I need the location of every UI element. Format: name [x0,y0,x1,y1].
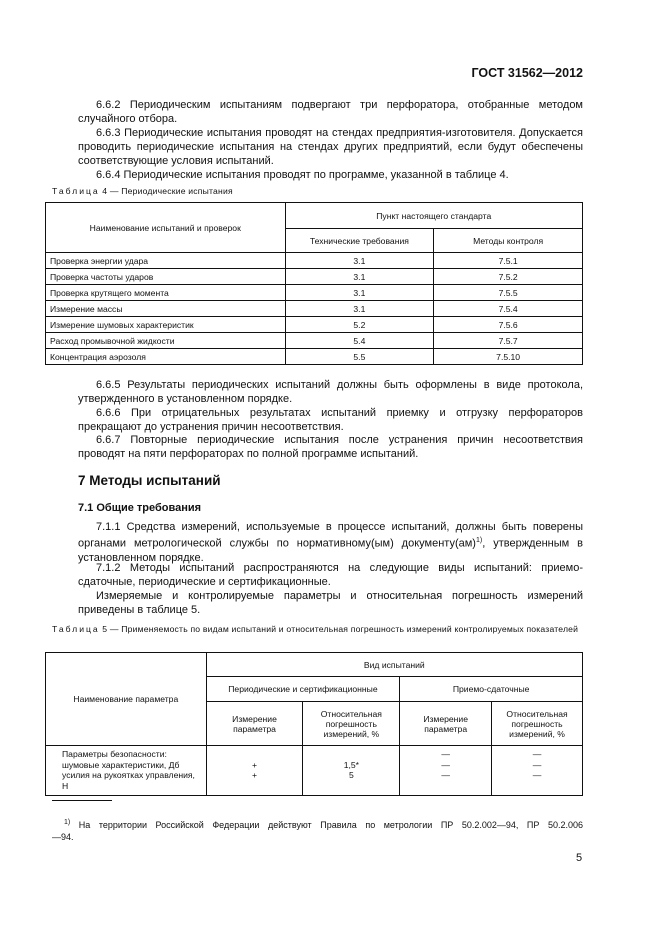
method-clause: 7.5.1 [434,253,583,269]
table-row [46,333,583,349]
table5-header-measure-a: Измерение параметра [206,702,303,746]
paragraph-7-1-1-text: 7.1.1 Средства измерений, используемые в процессе испытаний, должны быть поверены органами метрологической службы по нормативному(ым) документу(ам) [78,521,583,550]
test-name: Проверка частоты ударов [46,269,286,285]
parameter-noise: шумовые характеристики, Дб [62,759,180,770]
test-name: Измерение массы [46,301,286,317]
req-clause: 3.1 [285,285,434,301]
error-acceptance-group: — [532,749,542,759]
footnote [52,817,583,843]
paragraph-7-1-3: Измеряемые и контролируемые параметры и относительная погрешность измерений приведены в таблице 5. [78,590,583,617]
table4-caption [52,186,592,197]
document-id: ГОСТ 31562—2012 [471,66,583,80]
paragraph-7-1-1 [78,520,583,565]
table-row [46,746,583,796]
method-clause: 7.5.7 [434,333,583,349]
table-row [46,301,583,317]
table5-header-measure-b: Измерение параметра [400,702,492,746]
table4-header-group: Пункт настоящего стандарта [285,203,582,229]
method-clause: 7.5.4 [434,301,583,317]
paragraph-7-1-2: 7.1.2 Методы испытаний распространяются на следующие виды испытаний: приемо-сдаточные, периодические и сертификационные. [78,562,583,589]
method-clause: 7.5.5 [434,285,583,301]
table5-header-error-a: Относительная погрешность измерений, % [303,702,400,746]
footnote-text: На территории Российской Федерации действуют Правила по метрологии ПР 50.2.002—94, ПР 50.2.006—94. [52,820,583,842]
req-clause: 5.4 [285,333,434,349]
section-7-heading: 7 Методы испытаний [78,473,221,488]
measure-periodic-noise: + [252,759,258,770]
table-4 [45,202,583,365]
req-clause: 3.1 [285,253,434,269]
table-row [46,285,583,301]
parameter-group: Параметры безопасности: [62,749,167,759]
table5-header-acceptance: Приемо-сдаточные [400,677,583,702]
footnote-mark: 1) [64,819,71,826]
table5-caption [52,624,592,635]
footnote-ref: 1) [475,537,483,545]
req-clause: 5.5 [285,349,434,365]
section-7-1-heading: 7.1 Общие требования [78,502,202,514]
table-row [46,253,583,269]
measure-acceptance-noise: — [441,759,450,770]
method-clause: 7.5.2 [434,269,583,285]
measure-acceptance-force: — [441,770,450,780]
parameter-name [46,746,207,796]
table5-caption-text: 5 — Применяемость по видам испытаний и относительная погрешность измерений контролируемых показателей [102,624,579,634]
method-clause: 7.5.6 [434,317,583,333]
req-clause: 3.1 [285,301,434,317]
footnote-divider [52,800,112,801]
table5-header-periodic: Периодические и сертификационные [206,677,400,702]
paragraph-6-6-3: 6.6.3 Периодические испытания проводят на стендах предприятия-изготовителя. Допускается проводить периодические испытания на стендах других предприятий, если будут обеспечены соответствующие условия испытаний. [78,127,583,168]
table-row [46,317,583,333]
measure-acceptance [400,746,492,796]
error-acceptance-noise: — [532,759,542,770]
paragraph-6-6-7: 6.6.7 Повторные периодические испытания после устранения причин несоответствия проводят на пяти перфораторах по полной программе испытаний. [78,434,583,461]
table-5 [45,652,583,796]
measure-acceptance-group: — [441,749,450,759]
method-clause: 7.5.10 [434,349,583,365]
page-number: 5 [576,852,583,864]
paragraph-7-1-1-tail: , утвержденным в установленном порядке. [78,537,583,565]
paragraph-6-6-2: 6.6.2 Периодическим испытаниям подвергают три перфоратора, отобранные методом случайного отбора. [78,99,583,126]
test-name: Проверка энергии удара [46,253,286,269]
table4-header-name: Наименование испытаний и проверок [46,203,286,253]
measure-periodic [206,746,303,796]
test-name: Расход промывочной жидкости [46,333,286,349]
test-name: Измерение шумовых характеристик [46,317,286,333]
table4-header-meth: Методы контроля [434,229,583,253]
table-row [46,349,583,365]
error-periodic [303,746,400,796]
paragraph-6-6-5: 6.6.5 Результаты периодических испытаний должны быть оформлены в виде протокола, утвержденного в установленном порядке. [78,379,583,406]
paragraph-6-6-4: 6.6.4 Периодические испытания проводят по программе, указанной в таблице 4. [96,169,509,181]
table5-caption-word: Таблица [52,624,100,634]
table5-header-name: Наименование параметра [46,653,207,746]
error-periodic-noise: 1,5* [343,759,359,770]
parameter-force: усилия на рукоятках управления, Н [62,770,195,791]
table5-header-error-b: Относительная погрешность измерений, % [492,702,583,746]
measure-periodic-force: + [252,770,258,780]
table4-caption-word: Таблица [52,186,100,196]
req-clause: 5.2 [285,317,434,333]
error-acceptance-force: — [532,770,542,780]
error-periodic-force: 5 [348,770,354,780]
req-clause: 3.1 [285,269,434,285]
table4-header-req: Технические требования [285,229,434,253]
test-name: Проверка крутящего момента [46,285,286,301]
paragraph-6-6-6: 6.6.6 При отрицательных результатах испытаний приемку и отгрузку перфораторов прекращают до устранения причин несоответствия. [78,407,583,434]
table4-caption-text: 4 — Периодические испытания [102,186,233,196]
table-row [46,269,583,285]
test-name: Концентрация аэрозоля [46,349,286,365]
error-acceptance [492,746,583,796]
table5-header-group: Вид испытаний [206,653,582,677]
